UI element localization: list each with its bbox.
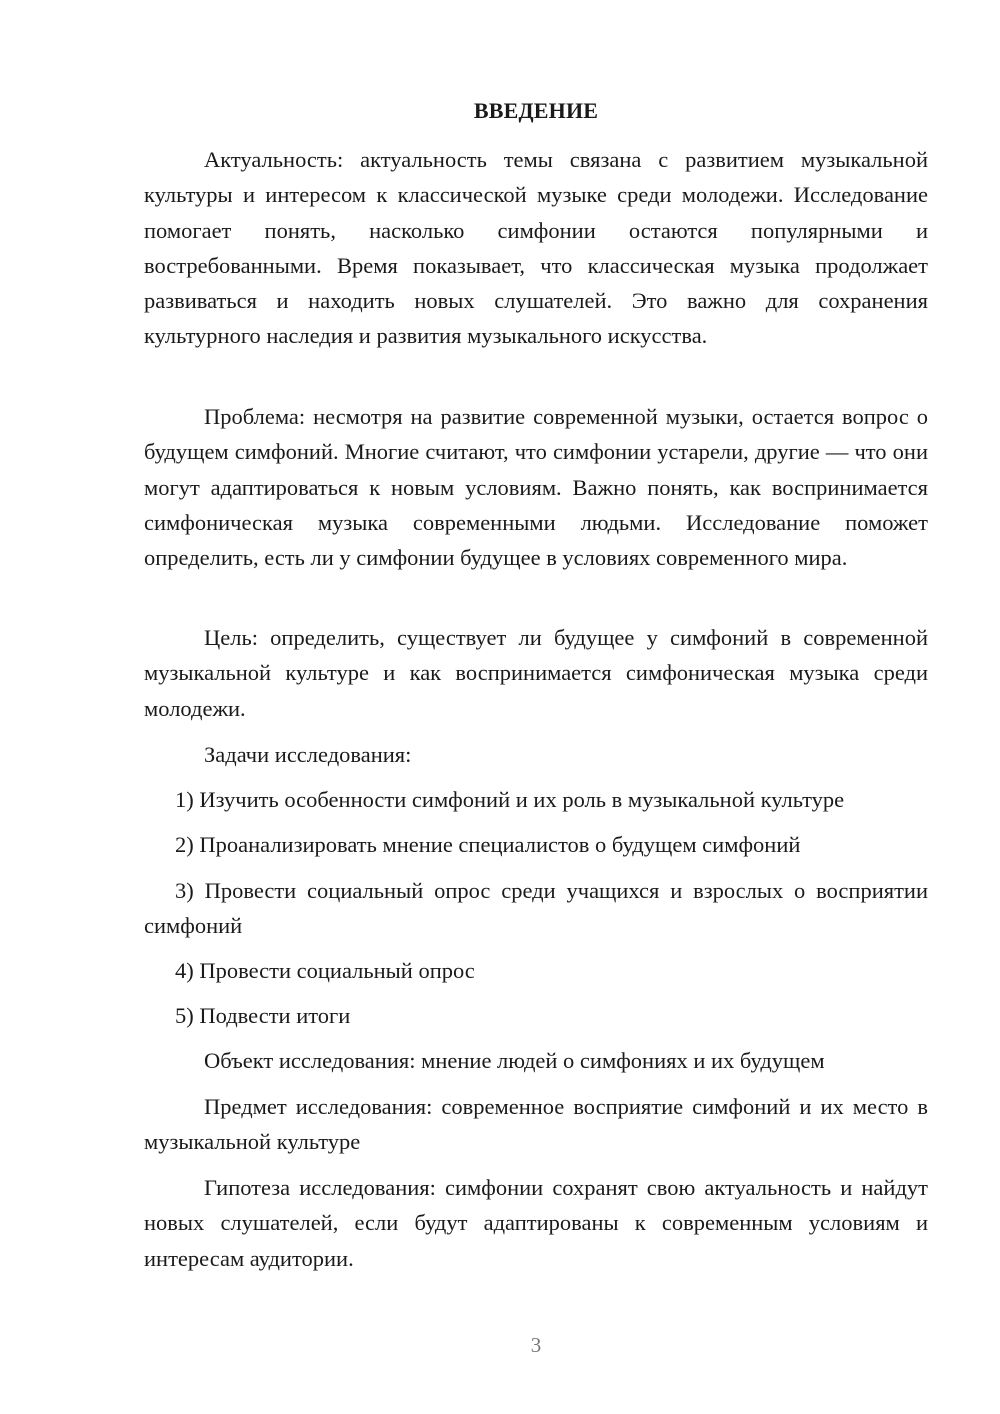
- object-paragraph: Объект исследования: мнение людей о симфониях и их будущем: [204, 1048, 825, 1073]
- section-title: ВВЕДЕНИЕ: [473, 98, 599, 123]
- task-item-1: 1) Изучить особенности симфоний и их роль в музыкальной культуре: [175, 787, 845, 812]
- hypothesis-paragraph: Гипотеза исследования: симфонии сохранят свою актуальность и найдут новых слушателей, если будут адаптированы к современным условиям и интересам аудитории.: [144, 1175, 928, 1271]
- task-item-2: 2) Проанализировать мнение специалистов о будущем симфоний: [175, 832, 801, 857]
- page-number: 3: [530, 1333, 542, 1357]
- task-item-5: 5) Подвести итоги: [175, 1003, 351, 1028]
- relevance-paragraph: Актуальность: актуальность темы связана с развитием музыкальной культуры и интересом к классической музыке среди молодежи. Исследование помогает понять, насколько симфонии остаются популярными и востребованными. Время показывает, что классическая музыка продолжает развиваться и находить новых слушателей. Это важно для сохранения культурного наследия и развития музыкального искусства.: [144, 147, 928, 349]
- subject-paragraph: Предмет исследования: современное восприятие симфоний и их место в музыкальной культуре: [144, 1094, 928, 1155]
- problem-paragraph: Проблема: несмотря на развитие современной музыки, остается вопрос о будущем симфоний. Многие считают, что симфонии устарели, другие — что они могут адаптироваться к новым условиям. Важно понять, как воспринимается симфоническая музыка современными людьми. Исследование поможет определить, есть ли у симфонии будущее в условиях современного мира.: [144, 404, 928, 571]
- tasks-heading: Задачи исследования:: [204, 742, 412, 767]
- task-item-4: 4) Провести социальный опрос: [175, 958, 475, 983]
- task-item-3: 3) Провести социальный опрос среди учащихся и взрослых о восприятии симфоний: [144, 878, 928, 939]
- goal-paragraph: Цель: определить, существует ли будущее у симфоний в современной музыкальной культуре и как воспринимается симфоническая музыка среди молодежи.: [144, 625, 928, 721]
